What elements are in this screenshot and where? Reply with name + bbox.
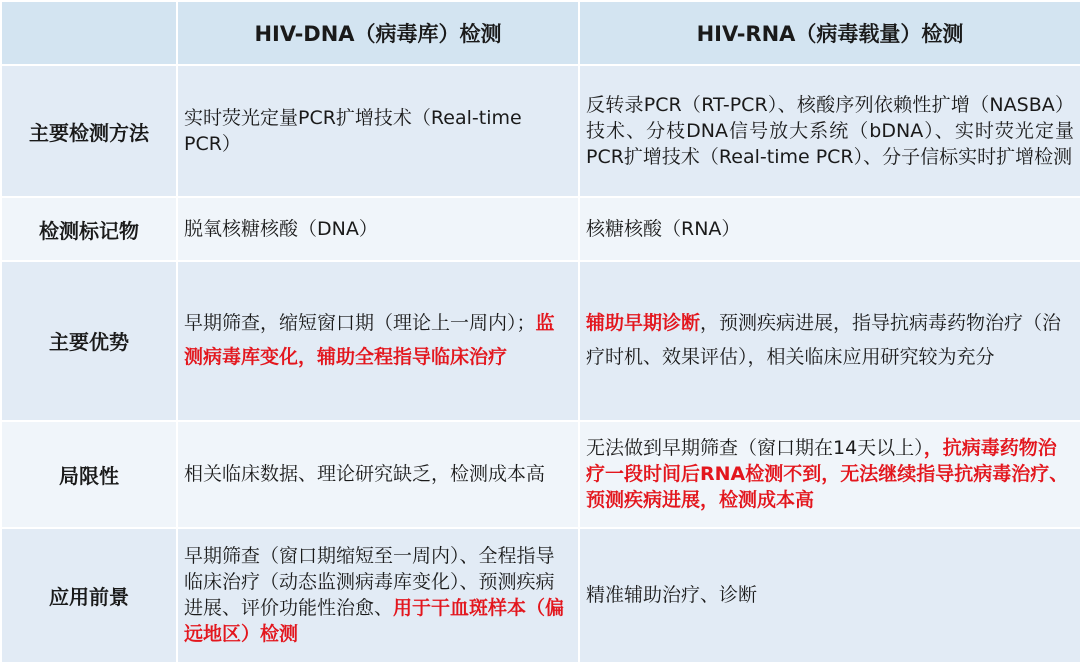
- cell-text: 早期筛查（窗口期缩短至一周内）、全程指导临床治疗（动态监测病毒库变化）、预测疾病进展、评价功能性治愈、: [184, 545, 555, 620]
- cell-text: 核糖核酸（RNA）: [586, 218, 741, 241]
- header-hiv-dna: HIV-DNA（病毒库）检测: [177, 1, 579, 65]
- row-label: 主要优势: [1, 261, 177, 421]
- row-limitations: [1, 421, 1080, 528]
- row-label: 主要检测方法: [1, 65, 177, 197]
- row-label: 局限性: [1, 421, 177, 528]
- highlight-text: ，抗病毒药物治疗一段时间后RNA检测不到，无法继续指导抗病毒治疗、预测疾病进展，检测成本高: [586, 437, 1069, 512]
- cell-text: 早期筛查，缩短窗口期（理论上一周内）；: [184, 312, 536, 335]
- cell-rna: [579, 261, 1080, 421]
- cell-dna: [177, 197, 579, 261]
- cell-rna: [579, 197, 1080, 261]
- cell-text: 精准辅助治疗、诊断: [586, 584, 758, 607]
- cell-dna: [177, 528, 579, 663]
- cell-text: 相关临床数据、理论研究缺乏，检测成本高: [184, 463, 546, 486]
- cell-text: 脱氧核糖核酸（DNA）: [184, 218, 378, 241]
- row-label: 应用前景: [1, 528, 177, 663]
- cell-rna: [579, 421, 1080, 528]
- header-corner-cell: [1, 1, 177, 65]
- header-hiv-rna: HIV-RNA（病毒载量）检测: [579, 1, 1080, 65]
- cell-text: 反转录PCR（RT-PCR）、核酸序列依赖性扩增（NASBA）技术、分枝DNA信号放大系统（bDNA）、实时荧光定量PCR扩增技术（Real-time PCR）、分子信标实时扩增检测: [586, 94, 1074, 169]
- cell-text: 无法做到早期筛查（窗口期在14天以上）: [586, 437, 924, 460]
- cell-dna: [177, 421, 579, 528]
- row-advantages: [1, 261, 1080, 421]
- cell-rna: [579, 528, 1080, 663]
- cell-text: ，预测疾病进展，指导抗病毒药物治疗（治疗时机、效果评估），相关临床应用研究较为充分: [586, 312, 1062, 368]
- cell-dna: [177, 261, 579, 421]
- cell-text: 实时荧光定量PCR扩增技术（Real-time PCR）: [184, 107, 522, 156]
- header-row: [1, 1, 1080, 65]
- highlight-text: 监测病毒库变化，辅助全程指导临床治疗: [184, 312, 555, 368]
- row-detection-method: [1, 65, 1080, 197]
- cell-dna: [177, 65, 579, 197]
- highlight-text: 用于干血斑样本（偏远地区）检测: [184, 597, 565, 646]
- highlight-text: 辅助早期诊断: [586, 312, 701, 335]
- cell-rna: [579, 65, 1080, 197]
- row-prospects: [1, 528, 1080, 663]
- row-marker: [1, 197, 1080, 261]
- row-label: 检测标记物: [1, 197, 177, 261]
